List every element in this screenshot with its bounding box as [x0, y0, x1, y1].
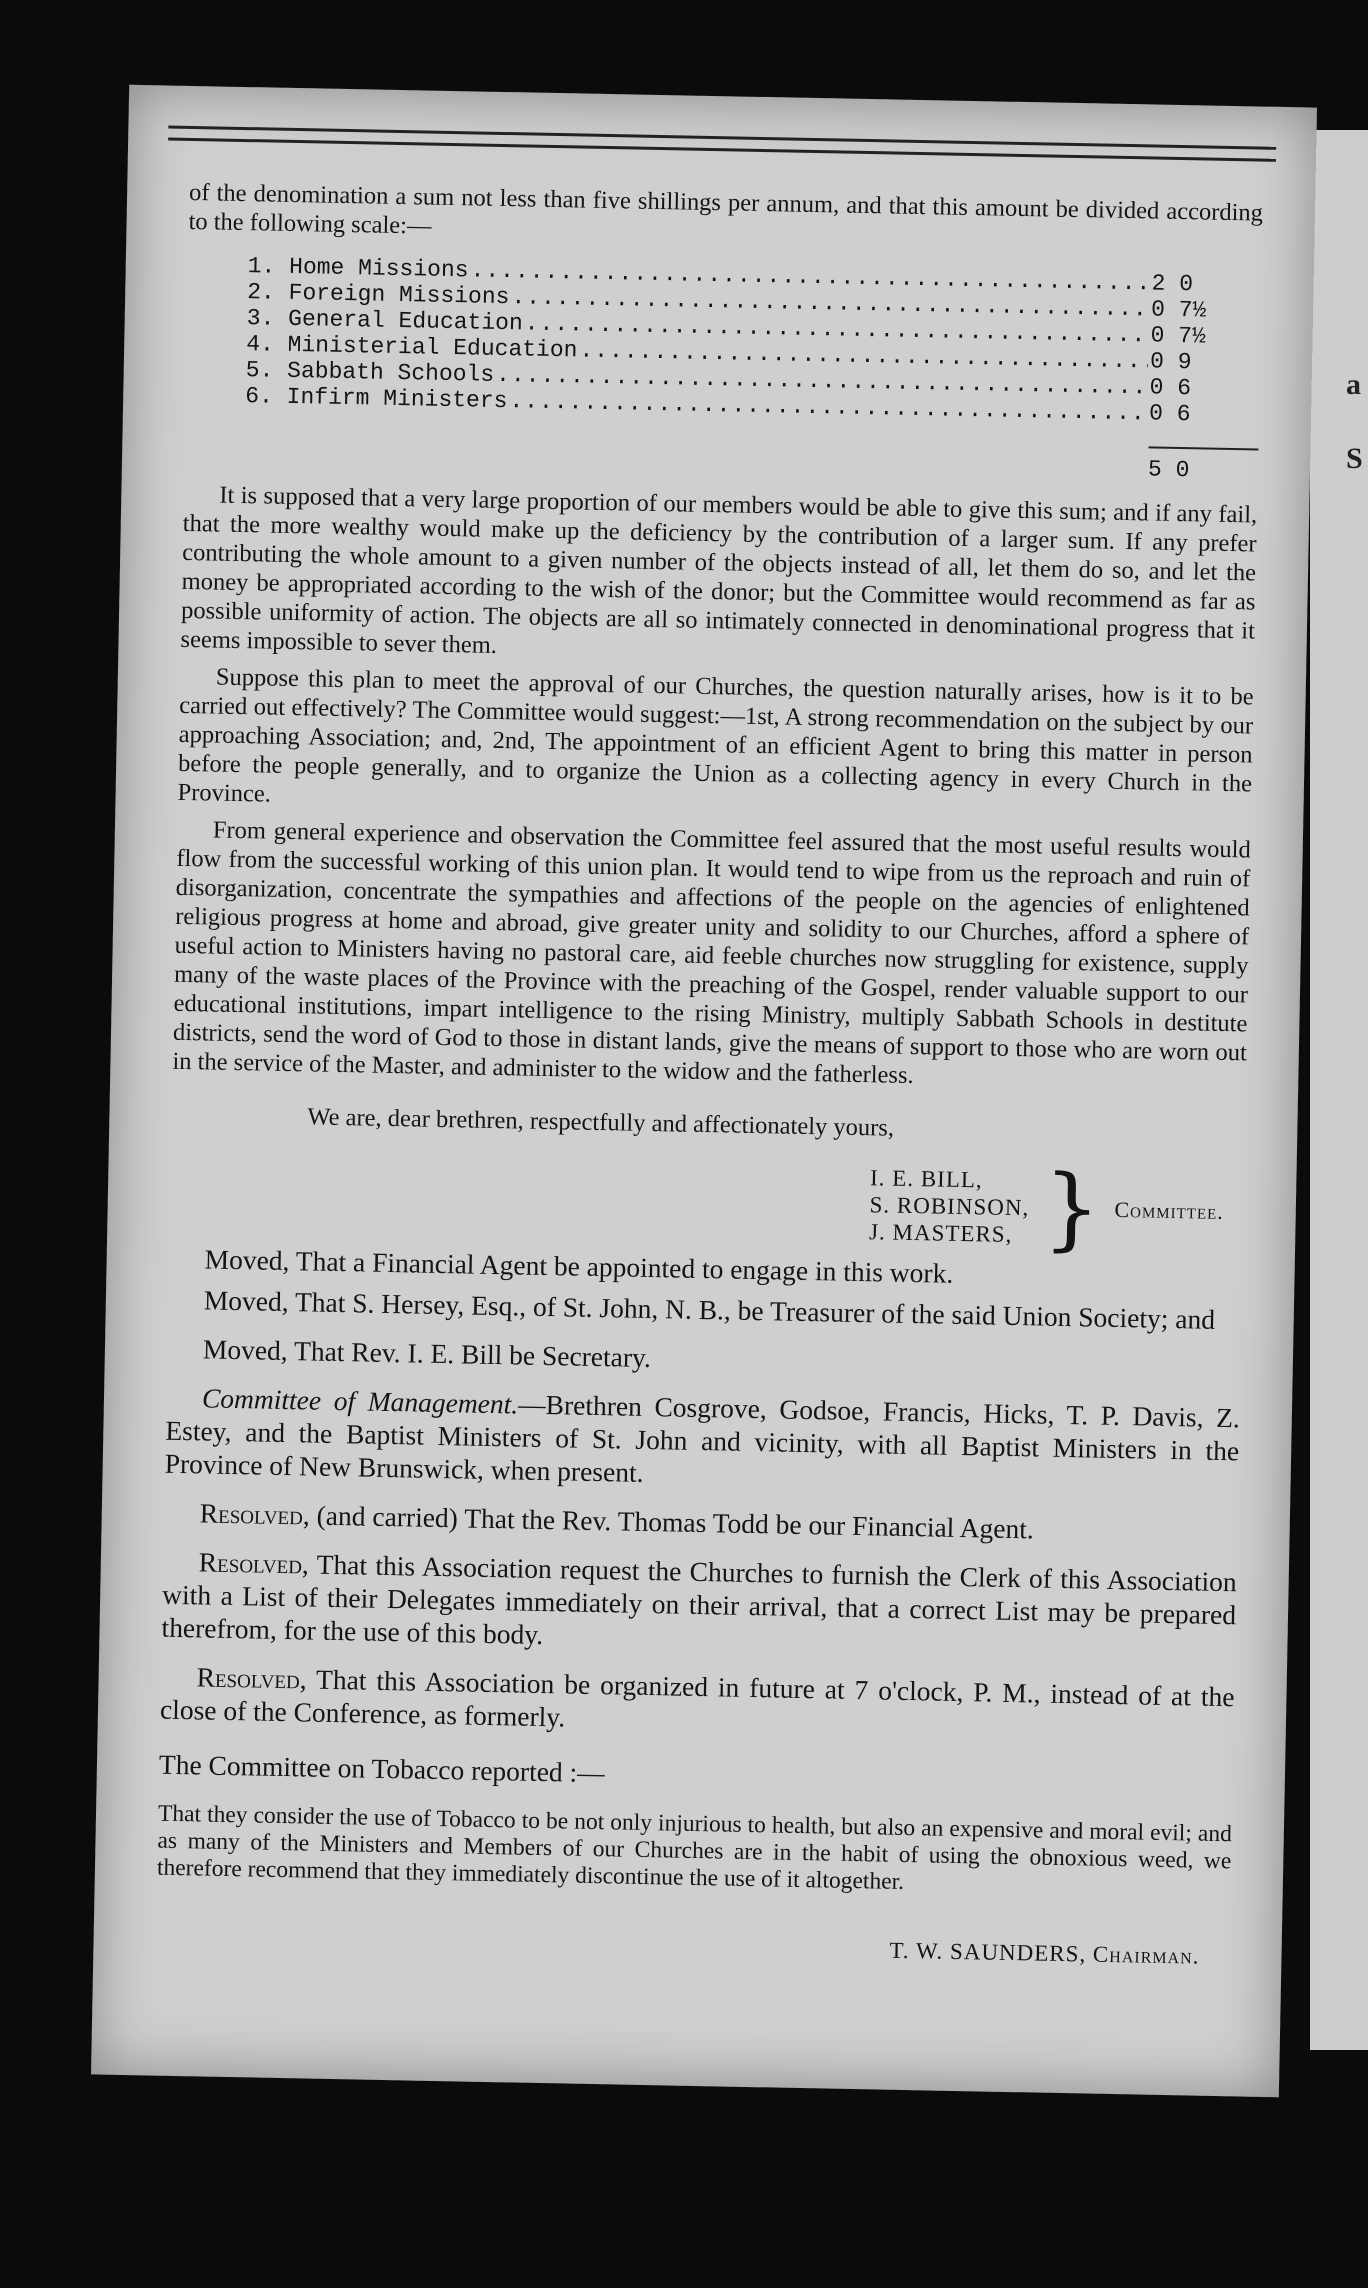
scale-item-amount: 2 0	[1151, 270, 1194, 298]
page-content	[155, 178, 1263, 1971]
signatory-names	[869, 1164, 1030, 1248]
scale-item-amount: 0 7½	[1150, 296, 1207, 324]
scale-item-label: 3. General Education	[246, 305, 523, 337]
resolved-keyword: Resolved,	[198, 1546, 310, 1580]
signatories-block	[169, 1151, 1225, 1262]
brace-icon: }	[1042, 1155, 1102, 1262]
tobacco-report-text: That they consider the use of Tobacco to be not only injurious to health, but also an expensive and moral evil; and as many of the Ministers and Members of our Churches are in the habit of using the obnoxious weed, we therefore recommend that they immediately discontinue the use of it altogether.	[156, 1800, 1233, 1895]
committee-of-management-heading: Committee of Management.	[201, 1382, 519, 1420]
top-rule	[168, 126, 1276, 150]
adjacent-page-fragment: S	[1346, 442, 1363, 475]
contribution-scale	[244, 253, 1262, 484]
committee-label: Committee.	[1114, 1196, 1225, 1224]
signatory-name: S. ROBINSON,	[869, 1192, 1030, 1221]
chairman-title: Chairman.	[1092, 1941, 1200, 1969]
paragraph-plan: Suppose this plan to meet the approval of our Churches, the question naturally arises, how is it to be carried out effectively? The Committee would suggest:—1st, A strong recommendation on the subject by our approaching Association; and, 2nd, The appointment of an efficient Agent to bring this matter in person before the people generally, and to organize the Union as a collecting agency in every Church in the Province.	[177, 663, 1254, 808]
scale-item-amount: 0 6	[1149, 374, 1192, 402]
motion-financial-agent: Moved, That a Financial Agent be appointed to engage in this work.	[204, 1243, 954, 1289]
scale-item-amount: 0 9	[1149, 348, 1192, 376]
scale-item-label: 2. Foreign Missions	[247, 279, 510, 311]
scale-item-amount: 0 6	[1148, 400, 1191, 428]
resolution-text: (and carried) That the Rev. Thomas Todd be our Financial Agent.	[309, 1499, 1035, 1545]
closing-salutation: We are, dear brethren, respectfully and affectionately yours,	[307, 1103, 895, 1142]
resolved-keyword: Resolved,	[199, 1497, 311, 1531]
scale-item-label: 1. Home Missions	[247, 253, 469, 284]
motion-secretary: Moved, That Rev. I. E. Bill be Secretary.	[202, 1333, 652, 1374]
scale-item-label: 6. Infirm Ministers	[245, 383, 508, 415]
resolved-keyword: Resolved,	[196, 1661, 307, 1695]
tobacco-committee-heading: The Committee on Tobacco reported :—	[158, 1748, 606, 1789]
scale-intro: of the denomination a sum not less than five shillings per annum, and that this amount be divided according to the following scale:—	[188, 178, 1264, 240]
signatory-name: J. MASTERS,	[868, 1219, 1013, 1247]
scale-total: 5 0	[1148, 446, 1259, 484]
document-page	[91, 85, 1317, 2097]
motion-treasurer: Moved, That S. Hersey, Esq., of St. John, N. B., be Treasurer of the said Union Society; and	[203, 1284, 1216, 1335]
adjacent-page-edge	[1310, 130, 1368, 2050]
scale-item-label: 4. Ministerial Education	[246, 331, 578, 364]
resolution-text: That this Association request the Churches to furnish the Clerk of this Association with a List of their Delegates immediately on their arrival, that a correct List may be prepared therefrom, for the use of this body.	[161, 1548, 1237, 1651]
paragraph-results: From general experience and observation the Committee feel assured that the most useful results would flow from the successful working of this union plan. It would tend to wipe from us the reproach and ruin of disorganization, concentrate the sympathies and affections of the people on the agencies of enlightened religious progress at home and abroad, give greater unity and solidity to our Churches, afford a sphere of useful action to Ministers having no pastoral care, aid feeble churches now struggling for existence, supply many of the waste places of the Province with the preaching of the Gospel, render valuable support to our educational institutions, impart intelligence to the rising Ministry, multiply Sabbath Schools in destitute districts, send the word of God to those in distant lands, give the means of support to those who are worn out in the service of the Master, and administer to the widow and the fatherless.	[172, 816, 1251, 1090]
minutes-section	[159, 1242, 1243, 1802]
adjacent-page-fragment: a	[1346, 368, 1361, 401]
chairman-name: T. W. SAUNDERS,	[889, 1937, 1087, 1967]
resolution-financial-agent	[163, 1496, 1237, 1550]
signatory-name: I. E. BILL,	[869, 1165, 983, 1193]
paragraph-proportion: It is supposed that a very large proportion of our members would be able to give this sum; and if any fail, that the more wealthy would make up the deficiency by the contribution of a larger sum. If any prefer contributing the whole amount to a given number of the objects instead of all, let them do so, and let the money be appropriated according to the wish of the donor; but the Committee would recommend as far as possible uniformity of action. The objects are all so intimately connected in denominational progress that it seems impossible to sever them.	[180, 481, 1258, 659]
scale-total-row	[244, 429, 1259, 484]
scale-item-label: 5. Sabbath Schools	[245, 357, 495, 388]
committee-of-management	[164, 1381, 1240, 1501]
scale-item-amount: 0 7½	[1150, 322, 1207, 350]
resolution-delegates	[161, 1545, 1237, 1665]
top-rule-double	[168, 138, 1276, 162]
chairman-signature	[155, 1922, 1199, 1971]
resolution-text: That this Association be organized in future at 7 o'clock, P. M., instead of at the close of the Conference, as formerly.	[159, 1663, 1235, 1733]
committee-of-management-text: —Brethren Cosgrove, Godsoe, Francis, Hicks, T. P. Davis, Z. Estey, and the Baptist Ministers of St. John and vicinity, with all Baptist Ministers in the Province of New Brunswick, when present.	[164, 1388, 1241, 1488]
resolution-organization-time	[160, 1660, 1235, 1747]
